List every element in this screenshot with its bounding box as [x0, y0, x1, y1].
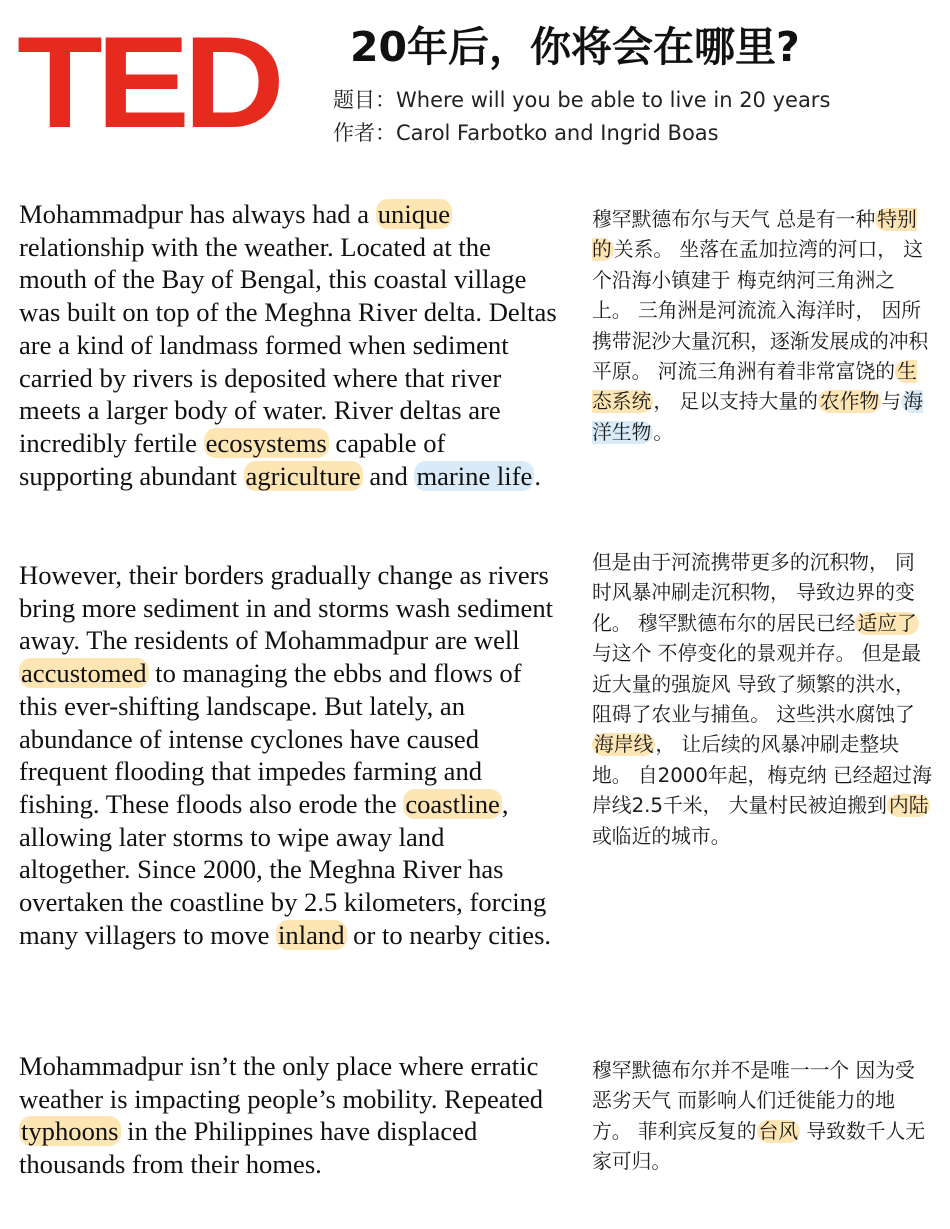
text-segment: Mohammadpur has always had a: [19, 199, 376, 229]
text-segment: 关系。 坐落在孟加拉湾的河口， 这个沿海小镇建于 梅克纳河三角洲之上。 三角洲是河流流入海洋时， 因所携带泥沙大量沉积，逐渐发展成的冲积平原。 河流三角洲有着非常富饶的: [592, 238, 929, 384]
topic-line: [333, 85, 933, 115]
highlight-coastline: coastline: [405, 788, 500, 819]
topic-value: Where will you be able to live in 20 years: [396, 88, 831, 112]
text-segment: 穆罕默德布尔与天气 总是有一种: [592, 208, 876, 231]
text-segment: However, their borders gradually change as rivers bring more sediment in and storms wash sediment away. The residents of Mohammadpur are well: [19, 560, 554, 656]
highlight-typhoons: typhoons: [21, 1116, 119, 1147]
highlight-typhoon-zh: 台风: [758, 1119, 799, 1143]
highlight-accustomed: accustomed: [21, 658, 147, 689]
highlight-inland-zh: 内陆: [888, 794, 929, 818]
chinese-paragraph-1: [592, 205, 932, 448]
highlight-ecosystem-zh: 生态系统: [592, 360, 917, 414]
highlight-unique: unique: [377, 199, 451, 229]
text-segment: to managing the ebbs and flows of this ever-shifting landscape. But lately, an abundance of intense cyclones have caused frequent flooding that impedes farming and fishing. These floods also erode the: [19, 658, 522, 819]
text-segment: Mohammadpur isn’t the only place where erratic weather is impacting people’s mobility. Repeated: [19, 1051, 544, 1114]
text-segment: 但是由于河流携带更多的沉积物， 同时风暴冲刷走沉积物， 导致边界的变化。 穆罕默德布尔的居民已经: [592, 551, 915, 635]
text-segment: ， 让后续的风暴冲刷走整块地。 自2000年起，梅克纳 已经超过海岸线2.5千米， 大量村民被迫搬到: [592, 733, 932, 818]
text-segment: , allowing later storms to wipe away land altogether. Since 2000, the Meghna River has overtaken the coastline by 2.5 kilometers, forcing many villagers to move: [19, 788, 547, 950]
text-segment: capable of supporting abundant: [19, 427, 446, 491]
highlight-coastline-zh: 海岸线: [594, 733, 654, 757]
page-title: 20年后，你将会在哪里?: [350, 23, 800, 71]
text-segment: in the Philippines have displaced thousands from their homes.: [19, 1116, 478, 1180]
english-paragraph-3: [19, 1050, 559, 1181]
chinese-paragraph-2: [592, 548, 932, 852]
highlight-inland: inland: [278, 919, 345, 950]
author-value: Carol Farbotko and Ingrid Boas: [396, 121, 719, 145]
text-segment: 。: [653, 420, 674, 444]
english-paragraph-2: [19, 559, 559, 951]
text-segment: ， 足以支持大量的: [653, 390, 818, 414]
text-segment: .: [534, 460, 542, 491]
highlight-marine-life: marine life: [416, 460, 533, 491]
text-segment: 或临近的城市。: [592, 824, 731, 848]
ted-logo-text: TED: [17, 22, 279, 138]
ted-logo: [17, 22, 299, 138]
chinese-paragraph-3: [592, 1056, 932, 1178]
highlight-marine-life-zh: 海洋生物: [592, 390, 923, 444]
highlight-adapted-zh: 适应了: [857, 611, 917, 635]
author-label: 作者：: [333, 121, 396, 145]
text-segment: and: [362, 460, 415, 491]
text-segment: relationship with the weather. Located at the mouth of the Bay of Bengal, this coastal village was built on top of the Meghna River delta. Deltas are a kind of landmass formed when sediment carried by rivers is deposited where that river meets a larger body of water. River deltas are incredibly fertile: [19, 231, 557, 458]
author-line: [333, 118, 933, 148]
topic-label: 题目：: [333, 88, 396, 112]
highlight-special: 特别的: [592, 208, 917, 262]
highlight-crops-zh: 农作物: [819, 390, 880, 414]
text-segment: or to nearby cities.: [346, 919, 552, 950]
text-segment: 与: [881, 390, 902, 414]
highlight-agriculture: agriculture: [245, 460, 361, 491]
english-paragraph-1: [19, 198, 559, 492]
text-segment: 导致数千人无家可归。: [592, 1119, 926, 1174]
highlight-ecosystems: ecosystems: [205, 427, 327, 458]
text-segment: 与这个 不停变化的景观并存。 但是最近大量的强旋风 导致了频繁的洪水， 阻碍了农业与捕鱼。 这些洪水腐蚀了: [592, 642, 922, 727]
text-segment: 穆罕默德布尔并不是唯一一个 因为受恶劣天气 而影响人们迁徙能力的地方。 菲利宾反复的: [592, 1059, 915, 1143]
